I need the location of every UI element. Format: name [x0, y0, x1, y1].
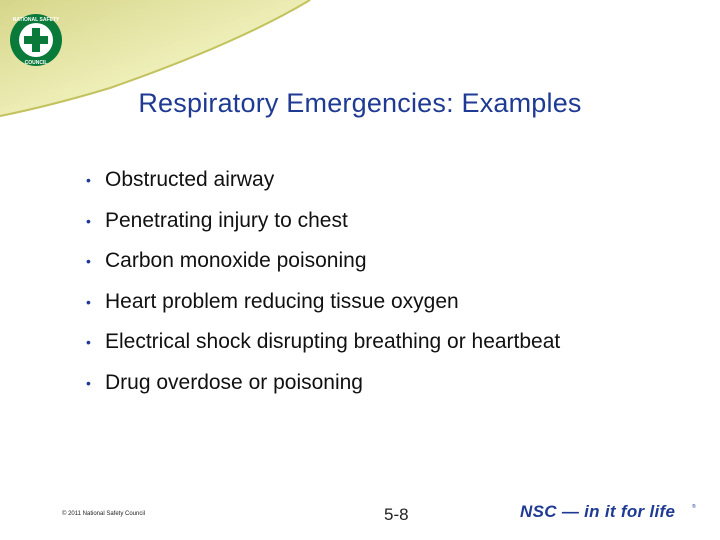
- bullet-text: Heart problem reducing tissue oxygen: [105, 289, 459, 313]
- page-number: 5-8: [384, 505, 409, 524]
- copyright-notice: © 2011 National Safety Council: [62, 511, 146, 517]
- nsc-tagline-logo: NSC — in it for life: [520, 502, 676, 521]
- bullet-icon: •: [86, 334, 91, 351]
- svg-text:COUNCIL: COUNCIL: [24, 60, 48, 66]
- green-cross-icon: [8, 12, 64, 68]
- bullet-text: Electrical shock disrupting breathing or heartbeat: [105, 330, 561, 354]
- bullet-icon: •: [86, 253, 91, 270]
- bullet-item: [86, 201, 560, 242]
- bullet-item: [86, 282, 560, 323]
- bullet-item: [86, 160, 560, 201]
- bullet-list: [86, 160, 560, 403]
- bullet-text: Penetrating injury to chest: [105, 208, 348, 232]
- header-band: [0, 0, 720, 140]
- bullet-item: [86, 363, 560, 404]
- registered-mark: ®: [692, 504, 696, 510]
- bullet-text: Obstructed airway: [105, 168, 275, 192]
- bullet-text: Carbon monoxide poisoning: [105, 249, 367, 273]
- svg-text:NATIONAL SAFETY: NATIONAL SAFETY: [12, 17, 60, 23]
- bullet-icon: •: [86, 212, 91, 229]
- bullet-item: [86, 322, 560, 363]
- bullet-icon: •: [86, 172, 91, 189]
- slide-title: Respiratory Emergencies: Examples: [138, 88, 582, 118]
- bullet-text: Drug overdose or poisoning: [105, 370, 363, 394]
- bullet-icon: •: [86, 374, 91, 391]
- bullet-icon: •: [86, 293, 91, 310]
- bullet-item: [86, 241, 560, 282]
